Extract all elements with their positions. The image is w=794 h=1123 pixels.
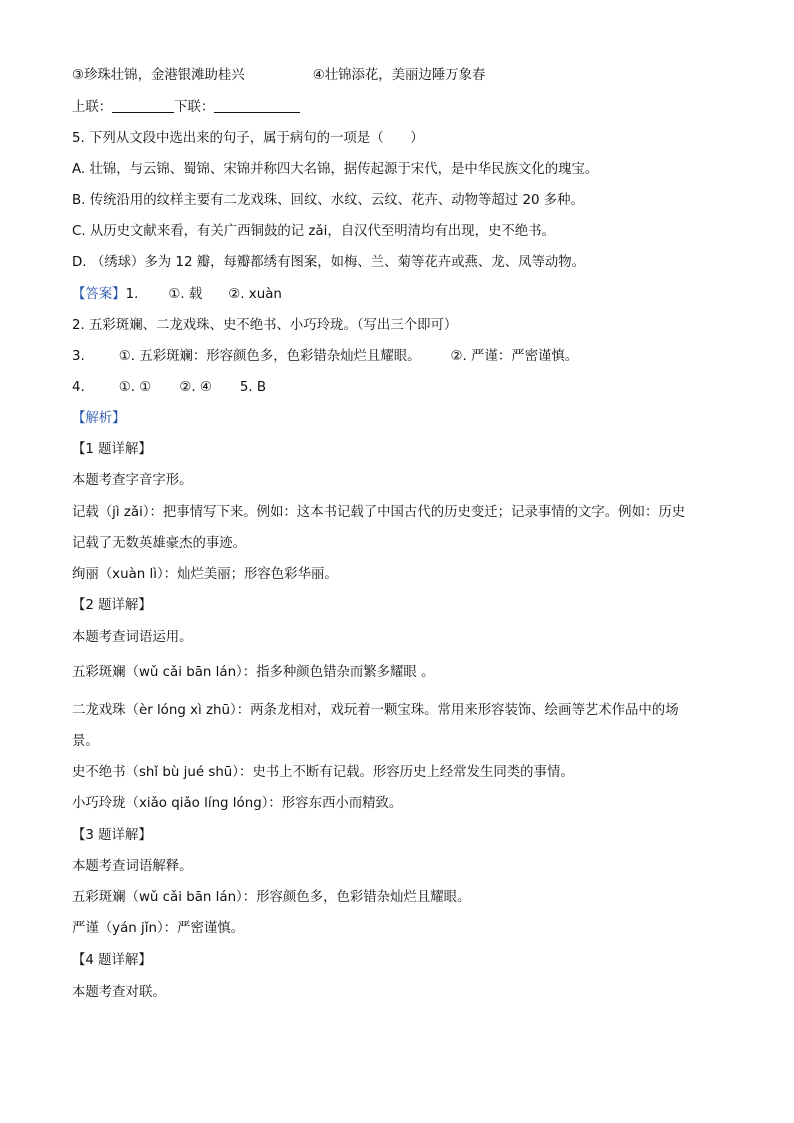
q3-explain-1: 五彩斑斓（wǔ cǎi bān lán）：形容颜色多，色彩错杂灿烂且耀眼。 — [72, 890, 471, 905]
q2-explain-2: 二龙戏珠（èr lóng xì zhū）：两条龙相对，戏玩着一颗宝珠。常用来形容装饰、绘画等艺术作品中的场 — [72, 703, 679, 718]
couplet-answer-line — [72, 98, 300, 118]
q1-explain-1: 记载（jì zǎi）：把事情写下来。例如：这本书记载了中国古代的历史变迁；记录事情的文字。例如：历史 — [72, 505, 686, 520]
q1-explain-3: 绚丽（xuàn lì）：灿烂美丽；形容色彩华丽。 — [72, 567, 338, 582]
lower-couplet-blank — [214, 98, 300, 113]
answer-line-2: 2. 五彩斑斓、二龙戏珠、史不绝书、小巧玲珑。（写出三个即可） — [72, 318, 458, 333]
question-5-stem: 5. 下列从文段中选出来的句子，属于病句的一项是（ ） — [72, 131, 424, 146]
q2-detail-heading: 【2 题详解】 — [72, 598, 152, 613]
q2-topic: 本题考查词语运用。 — [72, 630, 193, 645]
option-c: C. 从历史文献来看，有关广西铜鼓的记 zǎi，自汉代至明清均有出现，史不绝书。 — [72, 224, 555, 239]
q2-explain-2-cont: 景。 — [72, 734, 99, 749]
couplet-option-4: ④壮锦添花，美丽边陲万象春 — [312, 68, 486, 83]
upper-couplet-label: 上联： — [72, 100, 113, 115]
option-d: D. （绣球）多为 12 瓣，每瓣都绣有图案，如梅、兰、菊等花卉或燕、龙、凤等动物。 — [72, 255, 586, 270]
answer-line-4: 4. ①. ① ②. ④ 5. B — [72, 380, 267, 395]
q3-topic: 本题考查词语解释。 — [72, 859, 193, 874]
upper-couplet-blank — [112, 98, 174, 113]
lower-couplet-label: 下联： — [174, 100, 215, 115]
analysis-heading: 【解析】 — [72, 411, 126, 426]
q4-detail-heading: 【4 题详解】 — [72, 953, 152, 968]
option-a: A. 壮锦，与云锦、蜀锦、宋锦并称四大名锦，据传起源于宋代，是中华民族文化的瑰宝。 — [72, 162, 599, 177]
q4-topic: 本题考查对联。 — [72, 985, 166, 1000]
q2-explain-1: 五彩斑斓（wǔ cǎi bān lán）：指多种颜色错杂而繁多耀眼 。 — [72, 665, 435, 680]
q2-explain-4: 小巧玲珑（xiǎo qiǎo líng lóng）：形容东西小而精致。 — [72, 796, 403, 811]
option-b: B. 传统沿用的纹样主要有二龙戏珠、回纹、水纹、云纹、花卉、动物等超过 20 多种。 — [72, 193, 584, 208]
answer-line-1: 【答案】1. ①. 载 ②. xuàn — [72, 287, 282, 302]
q2-explain-3: 史不绝书（shǐ bù jué shū）：史书上不断有记载。形容历史上经常发生同类的事情。 — [72, 765, 574, 780]
q1-detail-heading: 【1 题详解】 — [72, 442, 152, 457]
couplet-options-line — [72, 66, 485, 86]
q3-explain-2: 严谨（yán jǐn）：严密谨慎。 — [72, 921, 245, 936]
q1-topic: 本题考查字音字形。 — [72, 473, 193, 488]
q3-detail-heading: 【3 题详解】 — [72, 828, 152, 843]
couplet-option-3: ③珍珠壮锦，金港银滩助桂兴 — [72, 68, 245, 83]
answer-heading: 【答案】 — [72, 287, 126, 302]
q1-explain-2: 记载了无数英雄豪杰的事迹。 — [72, 536, 247, 551]
answer-line-3: 3. ①. 五彩斑斓：形容颜色多，色彩错杂灿烂且耀眼。 ②. 严谨：严密谨慎。 — [72, 349, 579, 364]
